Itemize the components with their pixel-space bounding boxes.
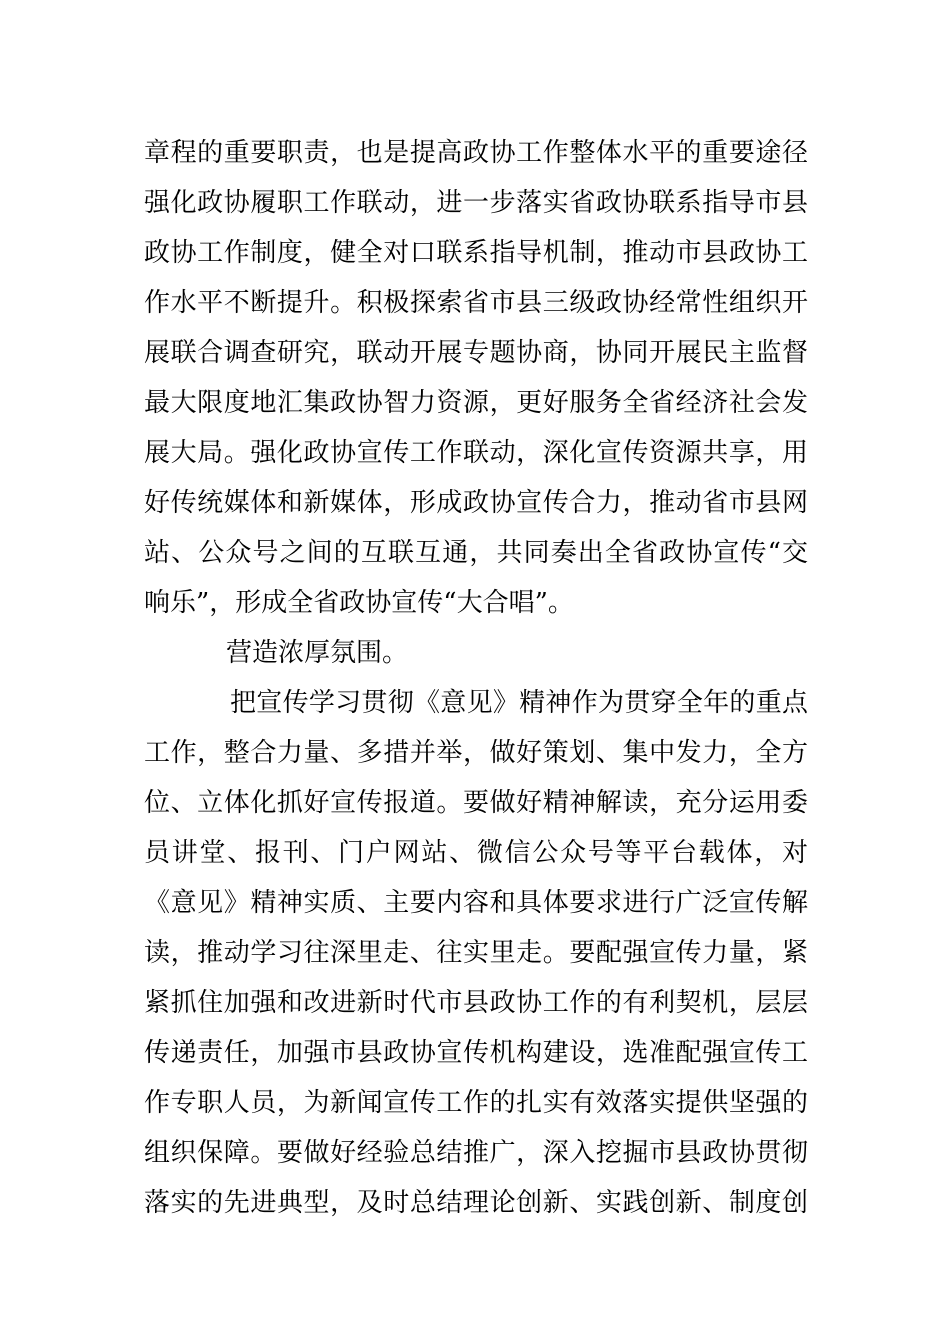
text-line: 紧抓住加强和改进新时代市县政协工作的有利契机，层层 [144,988,808,1018]
text-line: 传递责任，加强市县政协宣传机构建设，选准配强宣传工 [144,1038,808,1068]
section-heading: 营造浓厚氛围。 [226,638,409,668]
text-line: 员讲堂、报刊、门户网站、微信公众号等平台载体，对 [144,838,808,868]
text-line: 最大限度地汇集政协智力资源，更好服务全省经济社会发 [144,388,808,418]
text-line: 作水平不断提升。积极探索省市县三级政协经常性组织开 [144,288,808,318]
text-line: 读，推动学习往深里走、往实里走。要配强宣传力量，紧 [144,938,808,968]
text-line: 站、公众号之间的互联互通，共同奏出全省政协宣传“交 [144,538,808,568]
text-line: 组织保障。要做好经验总结推广，深入挖掘市县政协贯彻 [144,1138,808,1168]
text-line: 《意见》精神实质、主要内容和具体要求进行广泛宣传解 [144,888,808,918]
text-line: 展大局。强化政协宣传工作联动，深化宣传资源共享，用 [144,438,808,468]
text-line: 落实的先进典型，及时总结理论创新、实践创新、制度创 [144,1188,808,1218]
text-line: 好传统媒体和新媒体，形成政协宣传合力，推动省市县网 [144,488,808,518]
text-line: 工作，整合力量、多措并举，做好策划、集中发力，全方 [144,738,808,768]
text-line: 作专职人员，为新闻宣传工作的扎实有效落实提供坚强的 [144,1088,808,1118]
text-line: 展联合调查研究，联动开展专题协商，协同开展民主监督 [144,338,808,368]
text-line: 政协工作制度，健全对口联系指导机制，推动市县政协工 [144,238,808,268]
text-line: 强化政协履职工作联动，进一步落实省政协联系指导市县 [144,188,808,218]
text-line: 响乐”，形成全省政协宣传“大合唱”。 [144,588,574,618]
text-line: 位、立体化抓好宣传报道。要做好精神解读，充分运用委 [144,788,808,818]
text-line: 把宣传学习贯彻《意见》精神作为贯穿全年的重点 [230,688,808,718]
text-line: 章程的重要职责，也是提高政协工作整体水平的重要途径 [144,138,808,168]
